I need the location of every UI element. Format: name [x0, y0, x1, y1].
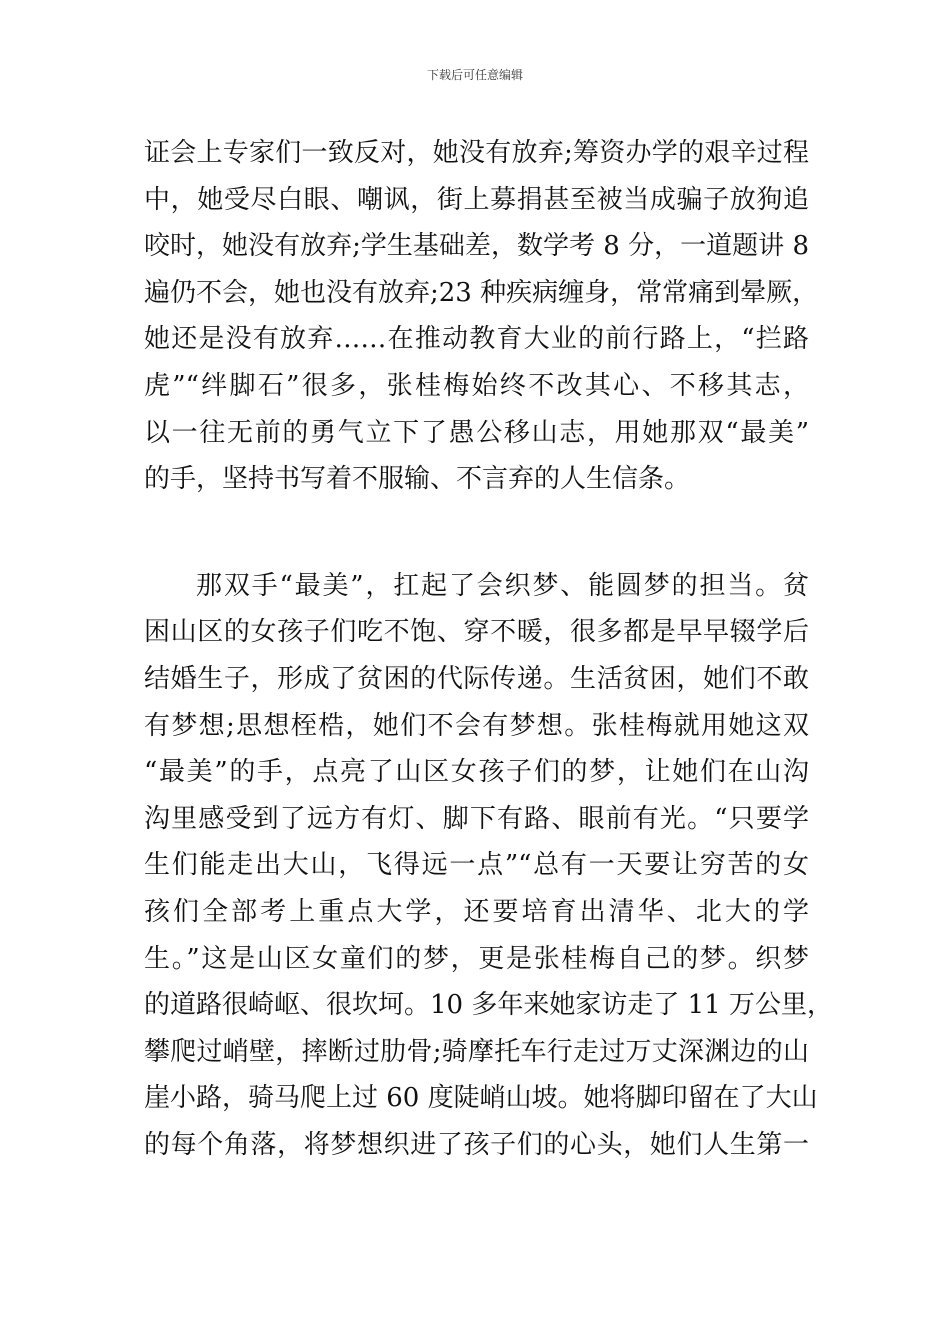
text-line: 孩们全部考上重点大学，还要培育出清华、北大的学 [144, 896, 809, 927]
text-line: 遍仍不会，她也没有放弃;23 种疾病缠身，常常痛到晕厥， [144, 277, 819, 308]
text-line: 沟里感受到了远方有灯、脚下有路、眼前有光。“只要学 [144, 803, 809, 834]
text-line: 攀爬过峭壁，摔断过肋骨;骑摩托车行走过万丈深渊边的山 [144, 1036, 809, 1067]
text-line: 证会上专家们一致反对，她没有放弃;筹资办学的艰辛过程 [144, 138, 809, 168]
text-line: 咬时，她没有放弃;学生基础差，数学考 8 分，一道题讲 8 [144, 231, 809, 262]
text-line: 结婚生子，形成了贫困的代际传递。生活贫困，她们不敢 [144, 663, 809, 694]
text-line: “最美”的手，点亮了山区女孩子们的梦，让她们在山沟 [144, 757, 809, 788]
text-line: 生。”这是山区女童们的梦，更是张桂梅自己的梦。织梦 [144, 943, 809, 974]
text-line: 的道路很崎岖、很坎坷。10 多年来她家访走了 11 万公里， [144, 990, 833, 1021]
text-line: 的手，坚持书写着不服输、不言弃的人生信条。 [144, 464, 691, 495]
paragraph-1 [144, 130, 819, 503]
page-header-note: 下载后可任意编辑 [426, 68, 523, 82]
text-line: 崖小路，骑马爬上过 60 度陡峭山坡。她将脚印留在了大山 [144, 1083, 818, 1114]
text-line: 虎”“绊脚石”很多，张桂梅始终不改其心、不移其志， [144, 370, 809, 401]
text-line: 以一往无前的勇气立下了愚公移山志，用她那双“最美” [144, 417, 809, 448]
text-line: 那双手“最美”，扛起了会织梦、能圆梦的担当。贫 [196, 570, 809, 601]
document-body [144, 130, 833, 1168]
text-line: 中，她受尽白眼、嘲讽，街上募捐甚至被当成骗子放狗追 [144, 184, 809, 215]
text-line: 她还是没有放弃……在推动教育大业的前行路上，“拦路 [144, 324, 809, 355]
text-line: 有梦想;思想桎梏，她们不会有梦想。张桂梅就用她这双 [144, 710, 809, 741]
paragraph-2 [144, 563, 833, 1169]
text-line: 的每个角落，将梦想织进了孩子们的心头，她们人生第一 [144, 1129, 809, 1160]
text-line: 生们能走出大山，飞得远一点”“总有一天要让穷苦的女 [144, 850, 809, 881]
paragraph-spacer [144, 503, 809, 563]
text-line: 困山区的女孩子们吃不饱、穿不暖，很多都是早早辍学后 [144, 617, 809, 648]
